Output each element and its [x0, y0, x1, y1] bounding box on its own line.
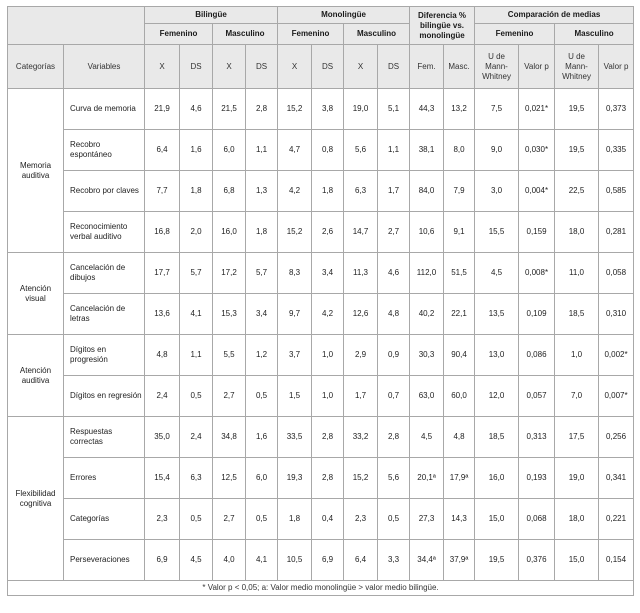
- value-cell: 0,154: [599, 540, 634, 581]
- value-cell: 1,8: [278, 499, 312, 540]
- value-cell: 13,6: [145, 294, 180, 335]
- value-cell: 18,0: [555, 212, 599, 253]
- value-cell: 1,8: [180, 171, 213, 212]
- col-u-mann-whitney: U de Mann-Whitney: [475, 45, 519, 89]
- value-cell: 51,5: [444, 253, 475, 294]
- value-cell: 33,2: [344, 417, 378, 458]
- value-cell: 10,5: [278, 540, 312, 581]
- value-cell: 5,6: [344, 130, 378, 171]
- table-row: [8, 376, 634, 417]
- value-cell: 12,5: [213, 458, 246, 499]
- value-cell: 6,4: [344, 540, 378, 581]
- value-cell: 4,1: [246, 540, 278, 581]
- value-cell: 18,0: [555, 499, 599, 540]
- value-cell: 44,3: [410, 89, 444, 130]
- col-x: X: [278, 45, 312, 89]
- value-cell: 0,086: [519, 335, 555, 376]
- group-monolingue: Monolingüe: [278, 7, 410, 24]
- value-cell: 1,7: [378, 171, 410, 212]
- value-cell: 14,7: [344, 212, 378, 253]
- col-ds: DS: [378, 45, 410, 89]
- value-cell: 3,3: [378, 540, 410, 581]
- value-cell: 4,1: [180, 294, 213, 335]
- value-cell: 1,2: [246, 335, 278, 376]
- col-categorias: Categorías: [8, 45, 64, 89]
- value-cell: 4,8: [145, 335, 180, 376]
- value-cell: 1,6: [246, 417, 278, 458]
- category-cell: Atención visual: [8, 253, 64, 335]
- value-cell: 33,5: [278, 417, 312, 458]
- value-cell: 17,5: [555, 417, 599, 458]
- footnote: * Valor p < 0,05; a: Valor medio monolingüe > valor medio bilingüe.: [8, 581, 634, 596]
- value-cell: 0,9: [378, 335, 410, 376]
- value-cell: 1,1: [378, 130, 410, 171]
- value-cell: 2,8: [312, 458, 344, 499]
- value-cell: 5,7: [246, 253, 278, 294]
- col-x: X: [213, 45, 246, 89]
- value-cell: 4,2: [312, 294, 344, 335]
- value-cell: 4,2: [278, 171, 312, 212]
- group-comparacion: Comparación de medias: [475, 7, 634, 24]
- value-cell: 3,8: [312, 89, 344, 130]
- value-cell: 4,6: [378, 253, 410, 294]
- value-cell: 19,3: [278, 458, 312, 499]
- value-cell: 18,5: [475, 417, 519, 458]
- value-cell: 35,0: [145, 417, 180, 458]
- value-cell: 2,3: [344, 499, 378, 540]
- value-cell: 4,6: [180, 89, 213, 130]
- value-cell: 17,7: [145, 253, 180, 294]
- value-cell: 0,281: [599, 212, 634, 253]
- value-cell: 0,008*: [519, 253, 555, 294]
- col-valor-p: Valor p: [599, 45, 634, 89]
- table-row: [8, 253, 634, 294]
- table-row: [8, 458, 634, 499]
- value-cell: 112,0: [410, 253, 444, 294]
- value-cell: 0,373: [599, 89, 634, 130]
- value-cell: 3,0: [475, 171, 519, 212]
- value-cell: 0,057: [519, 376, 555, 417]
- value-cell: 17,9ª: [444, 458, 475, 499]
- value-cell: 22,1: [444, 294, 475, 335]
- value-cell: 2,4: [145, 376, 180, 417]
- value-cell: 0,310: [599, 294, 634, 335]
- value-cell: 1,0: [555, 335, 599, 376]
- value-cell: 84,0: [410, 171, 444, 212]
- variable-cell: Dígitos en progresión: [64, 335, 145, 376]
- value-cell: 21,5: [213, 89, 246, 130]
- value-cell: 1,8: [312, 171, 344, 212]
- value-cell: 5,6: [378, 458, 410, 499]
- variable-cell: Respuestas correctas: [64, 417, 145, 458]
- value-cell: 4,7: [278, 130, 312, 171]
- value-cell: 1,1: [246, 130, 278, 171]
- value-cell: 1,6: [180, 130, 213, 171]
- value-cell: 0,004*: [519, 171, 555, 212]
- value-cell: 2,7: [213, 499, 246, 540]
- table-container: [7, 6, 633, 596]
- variable-cell: Curva de memoria: [64, 89, 145, 130]
- table-row: [8, 171, 634, 212]
- value-cell: 10,6: [410, 212, 444, 253]
- col-ds: DS: [312, 45, 344, 89]
- value-cell: 38,1: [410, 130, 444, 171]
- variable-cell: Dígitos en regresión: [64, 376, 145, 417]
- col-ds: DS: [246, 45, 278, 89]
- table-header: [8, 7, 634, 89]
- value-cell: 12,0: [475, 376, 519, 417]
- value-cell: 4,5: [410, 417, 444, 458]
- table-row: [8, 294, 634, 335]
- table-row: [8, 212, 634, 253]
- value-cell: 0,030*: [519, 130, 555, 171]
- value-cell: 6,3: [344, 171, 378, 212]
- value-cell: 1,7: [344, 376, 378, 417]
- col-ds: DS: [180, 45, 213, 89]
- value-cell: 8,3: [278, 253, 312, 294]
- value-cell: 0,5: [180, 499, 213, 540]
- value-cell: 6,0: [246, 458, 278, 499]
- value-cell: 0,221: [599, 499, 634, 540]
- variable-cell: Categorías: [64, 499, 145, 540]
- value-cell: 5,5: [213, 335, 246, 376]
- value-cell: 19,5: [475, 540, 519, 581]
- value-cell: 20,1ª: [410, 458, 444, 499]
- variable-cell: Reconocimiento verbal auditivo: [64, 212, 145, 253]
- value-cell: 2,8: [378, 417, 410, 458]
- value-cell: 16,0: [475, 458, 519, 499]
- sub-bil-masc: Masculino: [213, 24, 278, 45]
- table-row: [8, 417, 634, 458]
- value-cell: 19,5: [555, 130, 599, 171]
- value-cell: 5,1: [378, 89, 410, 130]
- variable-cell: Cancelación de dibujos: [64, 253, 145, 294]
- value-cell: 2,7: [378, 212, 410, 253]
- table-row: [8, 130, 634, 171]
- value-cell: 18,5: [555, 294, 599, 335]
- value-cell: 6,9: [312, 540, 344, 581]
- value-cell: 0,109: [519, 294, 555, 335]
- value-cell: 0,335: [599, 130, 634, 171]
- value-cell: 0,313: [519, 417, 555, 458]
- value-cell: 0,256: [599, 417, 634, 458]
- table-row: [8, 499, 634, 540]
- value-cell: 15,2: [278, 212, 312, 253]
- value-cell: 1,1: [180, 335, 213, 376]
- col-x: X: [145, 45, 180, 89]
- value-cell: 63,0: [410, 376, 444, 417]
- sub-bil-fem: Femenino: [145, 24, 213, 45]
- value-cell: 15,3: [213, 294, 246, 335]
- value-cell: 7,5: [475, 89, 519, 130]
- table-body: [8, 89, 634, 581]
- value-cell: 0,007*: [599, 376, 634, 417]
- value-cell: 90,4: [444, 335, 475, 376]
- value-cell: 2,6: [312, 212, 344, 253]
- value-cell: 6,0: [213, 130, 246, 171]
- value-cell: 40,2: [410, 294, 444, 335]
- value-cell: 0,8: [312, 130, 344, 171]
- value-cell: 34,8: [213, 417, 246, 458]
- value-cell: 1,0: [312, 376, 344, 417]
- table-row: [8, 540, 634, 581]
- value-cell: 4,8: [378, 294, 410, 335]
- sub-cmp-fem: Femenino: [475, 24, 555, 45]
- col-valor-p: Valor p: [519, 45, 555, 89]
- variable-cell: Cancelación de letras: [64, 294, 145, 335]
- value-cell: 0,5: [246, 499, 278, 540]
- value-cell: 13,0: [475, 335, 519, 376]
- value-cell: 6,9: [145, 540, 180, 581]
- value-cell: 15,5: [475, 212, 519, 253]
- value-cell: 34,4ª: [410, 540, 444, 581]
- variable-cell: Recobro espontáneo: [64, 130, 145, 171]
- value-cell: 0,193: [519, 458, 555, 499]
- value-cell: 2,4: [180, 417, 213, 458]
- value-cell: 0,002*: [599, 335, 634, 376]
- value-cell: 0,5: [246, 376, 278, 417]
- value-cell: 37,9ª: [444, 540, 475, 581]
- col-variables: Variables: [64, 45, 145, 89]
- value-cell: 7,7: [145, 171, 180, 212]
- value-cell: 4,5: [475, 253, 519, 294]
- value-cell: 9,7: [278, 294, 312, 335]
- value-cell: 0,7: [378, 376, 410, 417]
- value-cell: 15,2: [344, 458, 378, 499]
- value-cell: 5,7: [180, 253, 213, 294]
- value-cell: 1,8: [246, 212, 278, 253]
- value-cell: 0,021*: [519, 89, 555, 130]
- table-row: [8, 335, 634, 376]
- value-cell: 4,8: [444, 417, 475, 458]
- group-bilingue: Bilingüe: [145, 7, 278, 24]
- value-cell: 0,5: [180, 376, 213, 417]
- variable-cell: Errores: [64, 458, 145, 499]
- value-cell: 12,6: [344, 294, 378, 335]
- value-cell: 1,3: [246, 171, 278, 212]
- sub-mon-fem: Femenino: [278, 24, 344, 45]
- value-cell: 13,5: [475, 294, 519, 335]
- value-cell: 17,2: [213, 253, 246, 294]
- value-cell: 6,8: [213, 171, 246, 212]
- col-x: X: [344, 45, 378, 89]
- value-cell: 15,0: [475, 499, 519, 540]
- value-cell: 15,4: [145, 458, 180, 499]
- value-cell: 0,5: [378, 499, 410, 540]
- category-cell: Atención auditiva: [8, 335, 64, 417]
- value-cell: 21,9: [145, 89, 180, 130]
- value-cell: 30,3: [410, 335, 444, 376]
- value-cell: 3,4: [312, 253, 344, 294]
- header-blank: [8, 7, 145, 45]
- table-row: [8, 89, 634, 130]
- value-cell: 7,9: [444, 171, 475, 212]
- category-cell: Memoria auditiva: [8, 89, 64, 253]
- value-cell: 19,0: [555, 458, 599, 499]
- value-cell: 0,376: [519, 540, 555, 581]
- value-cell: 0,4: [312, 499, 344, 540]
- value-cell: 15,0: [555, 540, 599, 581]
- value-cell: 8,0: [444, 130, 475, 171]
- sub-cmp-masc: Masculino: [555, 24, 634, 45]
- value-cell: 15,2: [278, 89, 312, 130]
- value-cell: 4,5: [180, 540, 213, 581]
- value-cell: 60,0: [444, 376, 475, 417]
- value-cell: 16,0: [213, 212, 246, 253]
- category-cell: Flexibilidad cognitiva: [8, 417, 64, 581]
- value-cell: 1,5: [278, 376, 312, 417]
- value-cell: 2,7: [213, 376, 246, 417]
- value-cell: 0,585: [599, 171, 634, 212]
- value-cell: 13,2: [444, 89, 475, 130]
- col-u-mann-whitney: U de Mann-Whitney: [555, 45, 599, 89]
- value-cell: 2,9: [344, 335, 378, 376]
- value-cell: 16,8: [145, 212, 180, 253]
- value-cell: 2,8: [246, 89, 278, 130]
- value-cell: 2,3: [145, 499, 180, 540]
- value-cell: 6,4: [145, 130, 180, 171]
- value-cell: 6,3: [180, 458, 213, 499]
- sub-mon-masc: Masculino: [344, 24, 410, 45]
- variable-cell: Perseveraciones: [64, 540, 145, 581]
- variable-cell: Recobro por claves: [64, 171, 145, 212]
- col-masc: Masc.: [444, 45, 475, 89]
- value-cell: 11,0: [555, 253, 599, 294]
- value-cell: 2,0: [180, 212, 213, 253]
- value-cell: 22,5: [555, 171, 599, 212]
- value-cell: 7,0: [555, 376, 599, 417]
- value-cell: 0,068: [519, 499, 555, 540]
- value-cell: 19,5: [555, 89, 599, 130]
- results-table: [7, 6, 634, 596]
- value-cell: 9,0: [475, 130, 519, 171]
- value-cell: 1,0: [312, 335, 344, 376]
- value-cell: 2,8: [312, 417, 344, 458]
- value-cell: 0,058: [599, 253, 634, 294]
- value-cell: 14,3: [444, 499, 475, 540]
- col-fem: Fem.: [410, 45, 444, 89]
- value-cell: 4,0: [213, 540, 246, 581]
- value-cell: 27,3: [410, 499, 444, 540]
- value-cell: 19,0: [344, 89, 378, 130]
- value-cell: 11,3: [344, 253, 378, 294]
- value-cell: 3,7: [278, 335, 312, 376]
- group-diferencia: Diferencia % bilingüe vs. monolingüe: [410, 7, 475, 45]
- value-cell: 9,1: [444, 212, 475, 253]
- value-cell: 3,4: [246, 294, 278, 335]
- value-cell: 0,159: [519, 212, 555, 253]
- value-cell: 0,341: [599, 458, 634, 499]
